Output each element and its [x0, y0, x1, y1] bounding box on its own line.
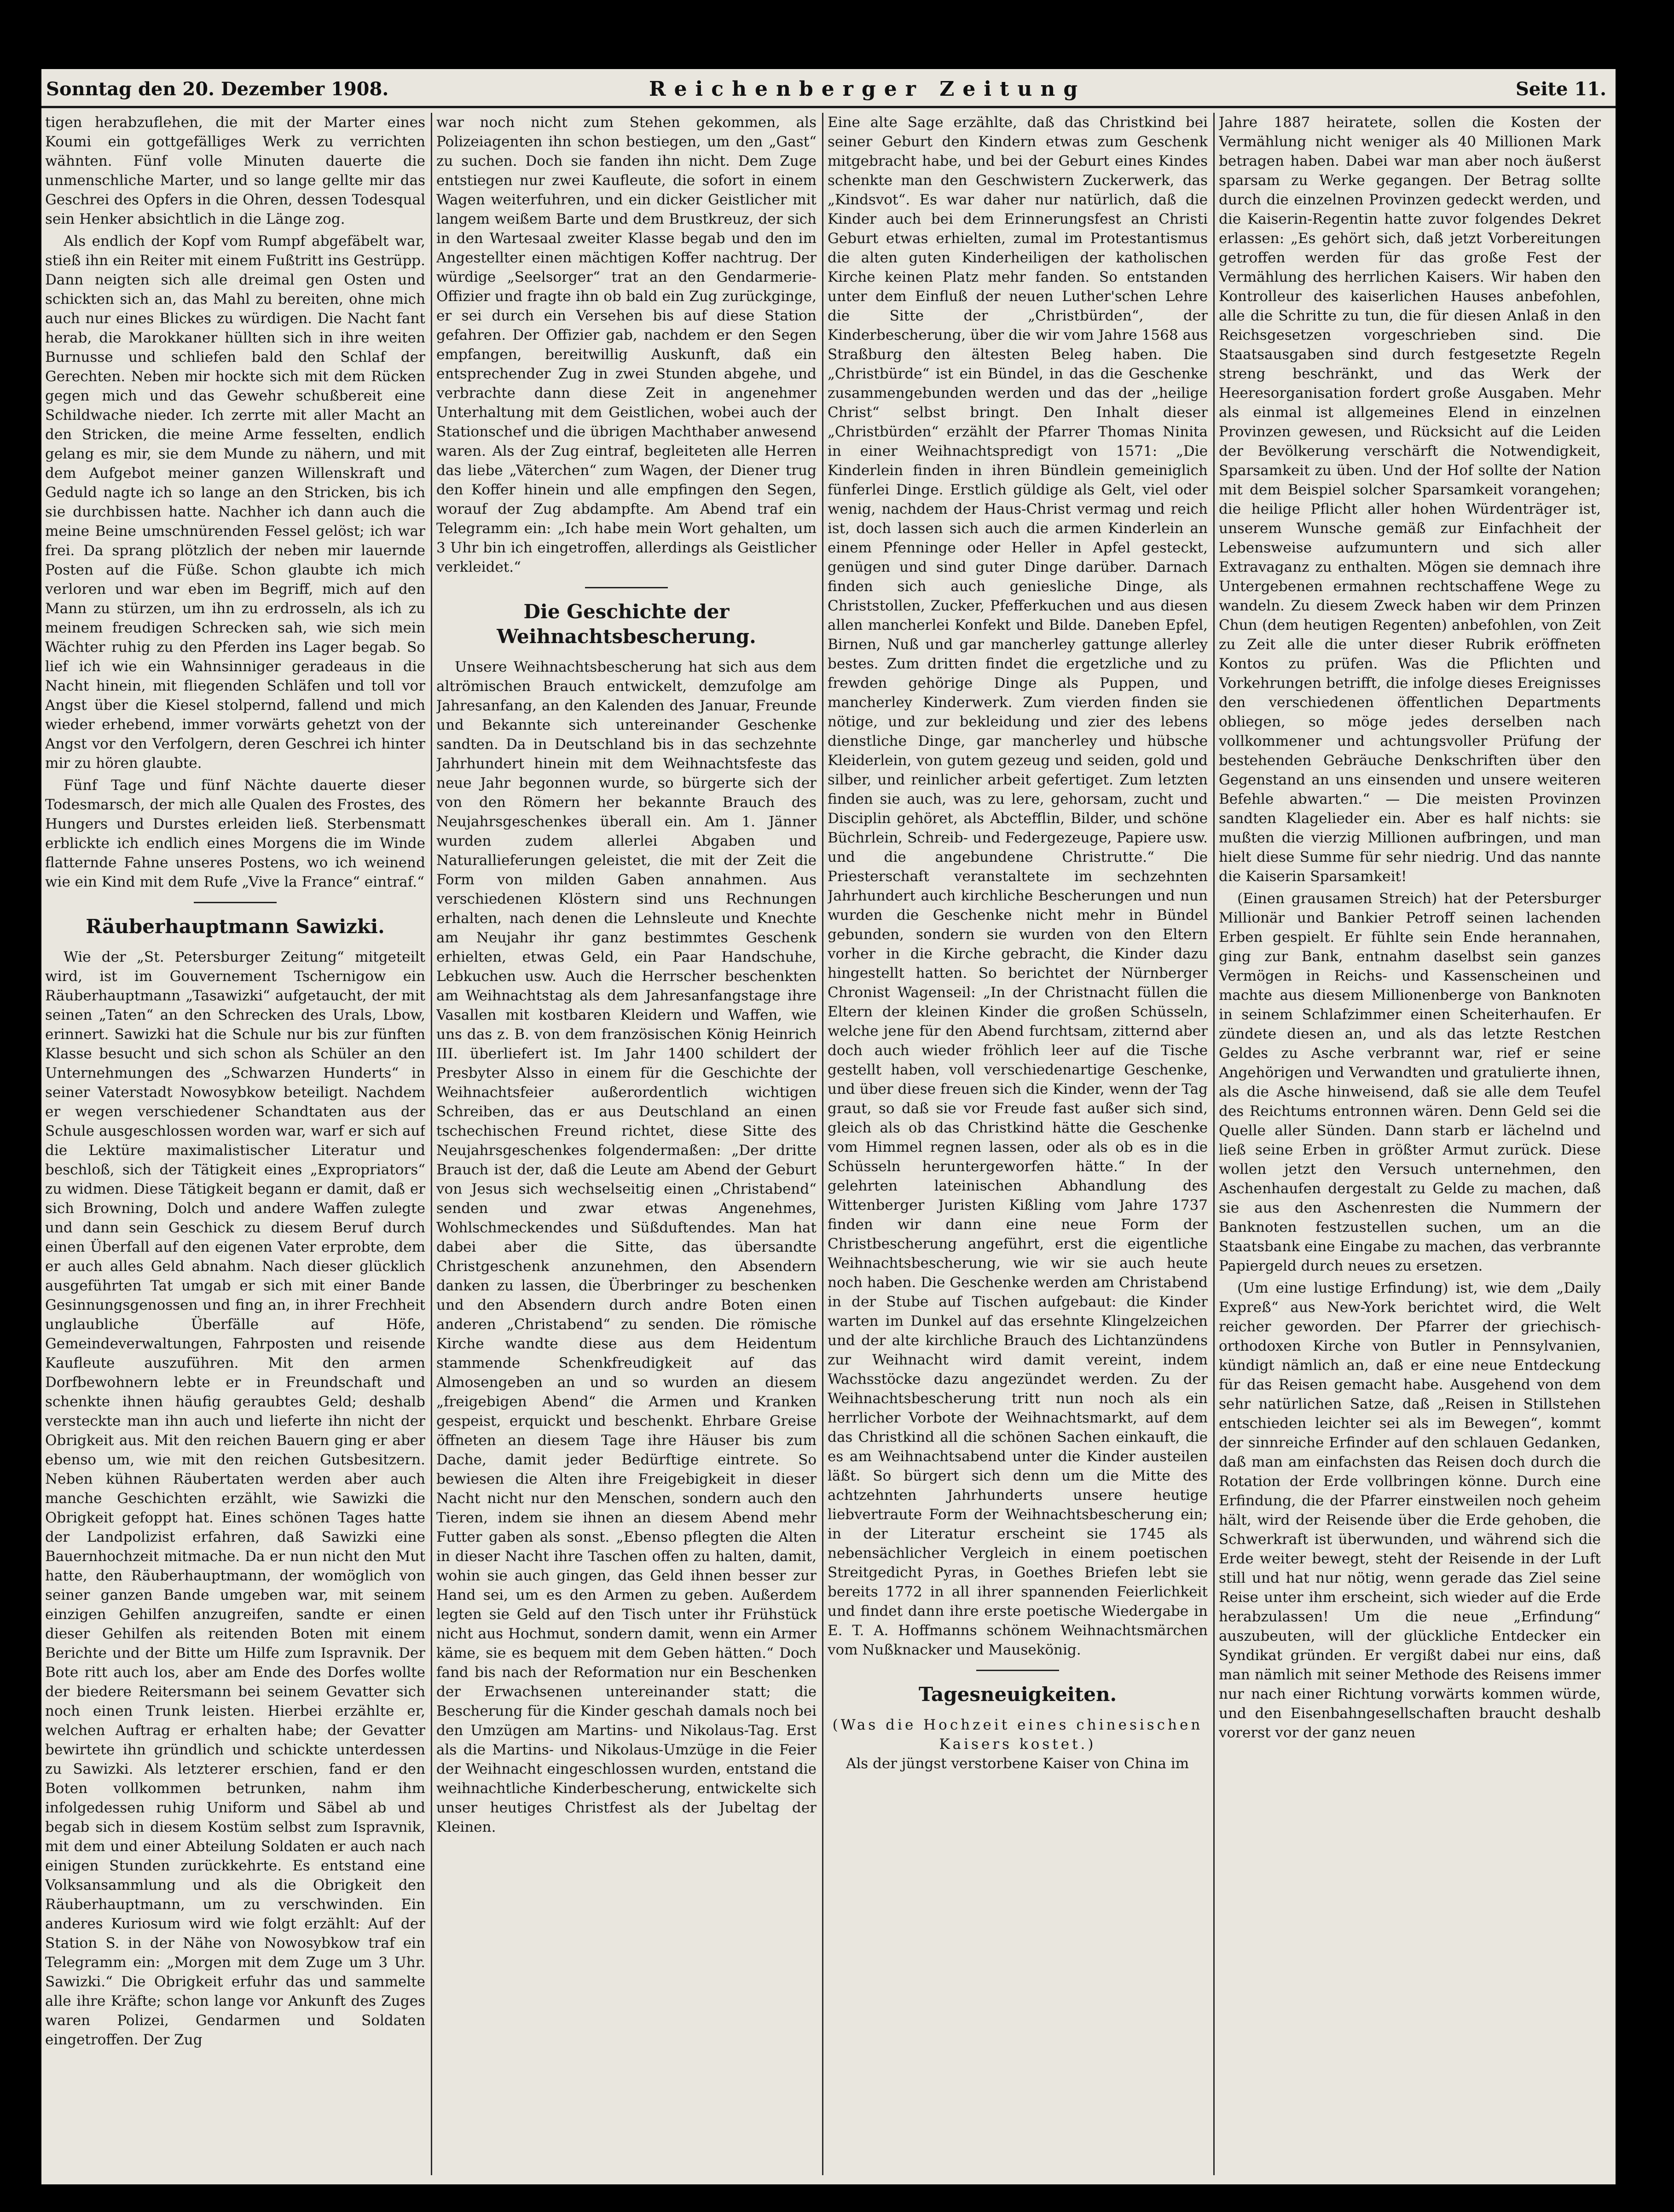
column-2 [436, 113, 817, 2175]
article-heading: Räuberhauptmann Sawizki. [86, 915, 385, 938]
paragraph: Jahre 1887 heiratete, sollen die Kosten der Vermählung nicht weniger als 40 Millionen Mark betragen haben. Dabei war man aber noch äußerst sparsam zu Werke gegangen. Der Betrag sollte durch die einzelnen Provinzen gedeckt werden, und die Kaiserin-Regentin hatte zuvor folgendes Dekret erlassen: „Es gehört sich, daß jetzt Vorbereitungen getroffen werden für das große Fest der Vermählung des herrlichen Kaisers. Wir haben den Kontrolleur des kaiserlichen Hauses anbefohlen, alle die Schritte zu tun, die für diesen Anlaß in den Reichsgesetzen vorgeschrieben sind. Die Staatsausgaben sind durch festgesetzte Regeln streng beschränkt, und das Werk der Heeresorganisation fordert große Ausgaben. Mehr als einmal ist allgemeines Elend in einzelnen Provinzen gewesen, und Rücksicht auf die Leiden der Bevölkerung verschärft die Notwendigkeit, Sparsamkeit zu üben. Und der Hof sollte der Nation mit dem Beispiel solcher Sparsamkeit vorangehen; die heilige Pflicht aller hohen Würdenträger ist, unserem Wunsche gemäß zur Einfachheit der Lebensweise aufzumuntern und sich aller Extravaganz zu enthalten. Mögen sie demnach ihre Untergebenen ermahnen rechtschaffene Wege zu wandeln. Zu diesem Zweck haben wir dem Prinzen Chun (dem heutigen Regenten) anbefohlen, von Zeit zu Zeit alle die unter dieser Rubrik eröffneten Kontos zu prüfen. Was die Pflichten und Vorkehrungen betrifft, die infolge dieses Ereignisses den verschiedenen öffentlichen Departments obliegen, so möge jedes derselben nach vollkommener und achtungsvoller Prüfung der bestehenden Gebräuche Denkschriften über den Gegenstand an uns einsenden und unsere weiteren Befehle abwarten.“ — Die meisten Provinzen sandten Klagelieder ein. Aber es half nichts: sie mußten die vierzig Millionen aufbringen, und man hielt diese Summe für sehr niedrig. Und das nannte die Kaiserin Sparsamkeit! [1219, 114, 1601, 885]
separator [976, 1670, 1059, 1671]
paragraph: Fünf Tage und fünf Nächte dauerte dieser Todesmarsch, der mich alle Qualen des Frostes, des Hungers und Durstes erleiden ließ. Sterbensmatt erblickte ich endlich eines Morgens die im Winde flatternde Fahne unseres Postens, wo ich weinend wie ein Kind mit dem Rufe „Vive la France“ eintraf.“ [45, 777, 425, 890]
page-header [41, 69, 1616, 108]
paragraph: Wie der „St. Petersburger Zeitung“ mitgeteilt wird, ist im Gouvernement Tschernigow ein Räuberhauptmann „Tasawizki“ aufgetaucht, der mit seinen „Taten“ an den Schrecken des Urals, Lbow, erinnert. Sawizki hat die Schule nur bis zur fünften Klasse besucht und sich schon als Schüler an den Unternehmungen des „Schwarzen Hunderts“ in seiner Vaterstadt Nowosybkow beteiligt. Nachdem er wegen verschiedener Schandtaten aus der Schule ausgeschlossen worden war, warf er sich auf die Lektüre maximalistischer Literatur und beschloß, sich der Tätigkeit eines „Expropriators“ zu widmen. Diese Tätigkeit begann er damit, daß er sich Browning, Dolch und andere Waffen zulegte und dann sein Geschick zu diesem Beruf durch einen Überfall auf den eigenen Vater erprobte, dem er auch alles Geld abnahm. Nach dieser glücklich ausgeführten Tat umgab er sich mit einer Bande Gesinnungsgenossen und fing an, in ihrer Frechheit unglaubliche Überfälle auf Höfe, Gemeindeverwaltungen, Fahrposten und reisende Kaufleute auszuführen. Mit den armen Dorfbewohnern lebte er in Freundschaft und schenkte ihnen häufig geraubtes Geld; deshalb versteckte man ihn auch und lieferte ihn nicht der Obrigkeit aus. Mit den reichen Bauern ging er aber ebenso um, wie mit den reichen Gutsbesitzern. Neben kühnen Räubertaten werden aber auch manche Geschichten erzählt, wie Sawizki die Obrigkeit gefoppt hat. Eines schönen Tages hatte der Landpolizist erfahren, daß Sawizki eine Bauernhochzeit mitmache. Da er nun nicht den Mut hatte, den Räuberhauptmann, der womöglich von seiner ganzen Bande umgeben war, mit seinem einzigen Gehilfen anzugreifen, sandte er einen dieser Gehilfen als reitenden Boten mit einem Berichte und der Bitte um Hilfe zum Ispravnik. Der Bote ritt auch los, aber am Ende des Dorfes wollte der biedere Reitersmann bei seinem Gevatter sich noch einen Trunk leisten. Hierbei erzählte er, welchen Auftrag er erhalten habe; der Gevatter bewirtete ihn gründlich und schickte unterdessen zu Sawizki. Als letzterer erschien, fand er den Boten vollkommen betrunken, nahm ihm infolgedessen ruhig Uniform und Säbel ab und begab sich in diesem Kostüm selbst zum Ispravnik, mit dem und einer Abteilung Soldaten er auch nach einigen Stunden zurückkehrte. Es entstand eine Volksansammlung und als die Obrigkeit den Räuberhauptmann, um zu verschwinden. Ein anderes Kuriosum wird wie folgt erzählt: Auf der Station S. in der Nähe von Nowosybkow traf ein Telegramm ein: „Morgen mit dem Zuge um 3 Uhr. Sawizki.“ Die Obrigkeit erfuhr das und sammelte alle ihre Kräfte; schon lange vor Ankunft des Zuges waren Polizei, Gendarmen und Soldaten eingetroffen. Der Zug [45, 949, 425, 2048]
paragraph: tigen herabzuflehen, die mit der Marter eines Koumi ein gottgefälliges Werk zu verrichten wähnten. Fünf volle Minuten dauerte die unmenschliche Marter, und so lange gellte mir das Geschrei des Opfers in die Ohren, dessen Todesqual sein Henker absichtlich in die Länge zog. [45, 114, 425, 227]
heading-line: Die Geschichte der [523, 600, 730, 623]
paragraph: Eine alte Sage erzählte, daß das Christkind bei seiner Geburt den Kindern etwas zum Geschenk mitgebracht habe, und bei der Geburt eines Kindes schenkte man den Geschwistern Zuckerwerk, das „Kindsvot“. Es war daher nur natürlich, daß die Kinder auch bei dem Erinnerungsfest an Christi Geburt etwas erhielten, zumal im Protestantismus die alten guten Kinderheiligen der katholischen Kirche keinen Platz mehr fanden. So entstanden unter dem Einfluß der neuen Luther'schen Lehre die Sitte der „Christbürden“, der Kinderbescherung, über die wir vom Jahre 1568 aus Straßburg den ältesten Beleg haben. Die „Christbürde“ ist ein Bündel, in das die Geschenke zusammengebunden werden und das der „heilige Christ“ selbst bringt. Den Inhalt dieser „Christbürden“ erzählt der Pfarrer Thomas Ninita in einer Weihnachtspredigt von 1571: „Die Kinderlein finden in ihren Bündlein gemeiniglich fünferlei Dinge. Erstlich güldige als Gelt, viel oder wenig, nachdem der Haus-Christ vermag und reich ist, doch lassen sich auch die armen Kinderlein an einem Pfenninge oder Heller in Apfel gesteckt, genügen und sind guter Dinge darüber. Darnach finden sich auch geniesliche Dinge, als Christstollen, Zucker, Pfefferkuchen und aus diesen allen mancherlei Konfekt und Bilde. Daneben Epfel, Birnen, Nuß und gar mancherley gattunge allerley bestes. Zum dritten findet die ergetzliche und zu frewden gehörige Dinge als Puppen, und mancherley Kinderwerk. Zum vierden finden sie nötige, und zur bekleidung und zier des lebens dienstliche Dinge, gar mancherley und hübsche Kleiderlein, von gutem gezeug und seiden, gold und silber, und reinlicher arbeit gefertiget. Zum letzten finden sie auch, was zu lere, gehorsam, zucht und Disciplin gehöret, als Abctefflin, Bilder, und schöne Büchrlein, Schreib- und Federgezeuge, Papiere usw. und die angebundene Christrutte.“ Die Priesterschaft veranstaltete im sechzehnten Jahrhundert auch kirchliche Bescherungen und nun wurden die Geschenke nicht mehr in Bündel gebunden, sondern sie wurden von den Eltern vorher in die Kirche gebracht, die Kinder dazu hingestellt hatten. So berichtet der Nürnberger Chronist Wagenseil: „In der Christnacht füllen die Eltern der kleinen Kinder die großen Schüsseln, welche jene für den Abend furchtsam, zitternd aber doch auch wieder fröhlich leer auf die Tische gestellt haben, voll verschiedenartige Geschenke, und über diese freuen sich die Kinder, wenn der Tag graut, so daß sie vor Freude fast außer sich sind, gleich als ob das Christkind hätte die Geschenke vom Himmel regnen lassen, oder als ob es in die Schüsseln heruntergeworfen hätte.“ In der gelehrten lateinischen Abhandlung des Wittenberger Juristen Kißling vom Jahre 1737 finden wir dann eine neue Form der Christbescherung angeführt, erst die eigentliche Weihnachtsbescherung, wie wir sie auch heute noch haben. Die Geschenke werden am Christabend in der Stube auf Tischen aufgebaut: die Kinder warten im Dunkel auf das ersehnte Klingelzeichen und der alte kirchliche Brauch des Lichtanzündens zur Weihnacht wird damit vereint, indem Wachsstöcke dazu angezündet werden. Zu der Weihnachtsbescherung tritt nun noch als ein herrlicher Vorbote der Weihnachtsmarkt, auf dem das Christkind all die schönen Sachen einkauft, die es am Weihnachtsabend unter die Kinder austeilen läßt. So bürgert sich denn um die Mitte des achtzehnten Jahrhunderts unsere heutige liebvertraute Form der Weihnachtsbescherung ein; in der Literatur erscheint sie 1745 als nebensächlicher Vergleich in einem poetischen Streitgedicht Pyras, in Goethes Briefen lebt sie bereits 1772 in all ihrer spannenden Feierlichkeit und findet dann ihre erste poetische Wiedergabe in E. T. A. Hoffmanns schönem Weihnachtsmärchen vom Nußknacker und Mausekönig. [828, 114, 1208, 1658]
paragraph: Unsere Weihnachtsbescherung hat sich aus dem altrömischen Brauch entwickelt, demzufolge am Jahresanfang, an den Kalenden des Januar, Freunde und Bekannte sich untereinander Geschenke sandten. Da in Deutschland bis in das sechzehnte Jahrhundert hinein mit dem Weihnachtsfeste das neue Jahr begonnen wurde, so bürgerte sich der von den Römern her bekannte Brauch des Neujahrsgeschenkes überall ein. Am 1. Jänner wurden zudem allerlei Abgaben und Naturallieferungen geleistet, die mit der Zeit die Form von milden Gaben annahmen. Aus verschiedenen Klöstern sind uns Rechnungen erhalten, nach denen die Lehnsleute und Knechte am Neujahr ihr ganz bestimmtes Geschenk erhielten, etwas Geld, ein Paar Handschuhe, Lebkuchen usw. Auch die Herrscher beschenkten am Weihnachtstag als dem Jahresanfangstage ihre Vasallen mit kostbaren Kleidern und Waffen, wie uns das z. B. von dem französischen König Heinrich III. überliefert ist. Im Jahr 1400 schildert der Presbyter Alsso in einem für die Geschichte der Weihnachtsfeier außerordentlich wichtigen Schreiben, das er aus Deutschland an einen tschechischen Freund richtet, diese Sitte des Neujahrsgeschenkes folgendermaßen: „Der dritte Brauch ist der, daß die Leute am Abend der Geburt von Jesus sich wechselseitig einen „Christabend“ senden und zwar etwas Angenehmes, Wohlschmeckendes und Süßduftendes. Man hat dabei aber die Sitte, das übersandte Christgeschenk anzunehmen, den Absendern danken zu lassen, die Überbringer zu beschenken und den Absendern durch andre Boten einen anderen „Christabend“ zu senden. Die römische Kirche wandte diese aus dem Heidentum stammende Schenkfreudigkeit auf das Almosengeben an und so wurden an diesem „freigebigen Abend“ die Armen und Kranken gespeist, erquickt und beschenkt. Ehrbare Greise öffneten an diesem Tage ihre Häuser bis zum Dache, damit jeder Bedürftige eintrete. So bewiesen die Alten ihre Freigebigkeit in dieser Nacht nicht nur den Menschen, sondern auch den Tieren, indem sie ihnen an diesem Abend mehr Futter gaben als sonst. „Ebenso pflegten die Alten in dieser Nacht ihre Taschen offen zu halten, damit, wohin sie auch gingen, das Geld ihnen besser zur Hand sei, um es den Armen zu geben. Außerdem legten sie Geld auf den Tisch unter ihr Frühstück nicht aus Hochmut, sondern damit, wenn ein Armer käme, sie es bequem mit dem Geben hätten.“ Doch fand bis nach der Reformation nur ein Beschenken der Erwachsenen untereinander statt; die Bescherung für die Kinder geschah damals noch bei den Umzügen am Martins- und Nikolaus-Tag. Erst als die Martins- und Nikolaus-Umzüge in die Feier der Weihnacht eingeschlossen wurden, entstand die weihnachtliche Kinderbescherung, entwickelte sich unser heutiges Christfest als der Jubeltag der Kleinen. [436, 659, 817, 1835]
paragraph: Als der jüngst verstorbene Kaiser von China im [846, 1755, 1189, 1772]
paragraph: Als endlich der Kopf vom Rumpf abgefäbelt war, stieß ihn ein Reiter mit einem Fußtritt ins Gestrüpp. Dann neigten sich alle dreimal gen Osten und schickten sich an, das Mahl zu bereiten, ohne mich auch nur eines Blickes zu würdigen. Die Nacht fant herab, die Marokkaner hüllten sich in ihre weiten Burnusse und schliefen bald den Schlaf der Gerechten. Neben mir hockte sich mit dem Rücken gegen mich und das Gewehr schußbereit eine Schildwache nieder. Ich zerrte mit aller Macht an den Stricken, die meine Arme fesselten, endlich gelang es mir, sie dem Munde zu nähern, und mit dem Aufgebot meiner ganzen Willenskraft und Geduld nagte ich so lange an den Stricken, bis ich sie durchbissen hatte. Nachher ich dann auch die meine Beine umschnürenden Fessel gelöst; ich war frei. Da sprang plötzlich der neben mir lauernde Posten auf die Füße. Schon glaubte ich mich verloren und war eben im Begriff, mich auf den Mann zu stürzen, um ihn zu erdrosseln, als ich zu meinem freudigen Schrecken sah, wie sich mein Wächter ruhig zu den Pferden ins Lager begab. So lief ich wie ein Wahnsinniger geradeaus in die Nacht hinein, mit fliegenden Schläfen und toll vor Angst über die Kiesel stolpernd, fallend und mich wieder erhebend, immer vorwärts gehetzt von der Angst vor den Verfolgern, deren Geschrei ich hinter mir zu hören glaubte. [45, 233, 425, 772]
newspaper-page [41, 69, 1616, 2184]
newspaper-title: Reichenberger Zeitung [649, 77, 1086, 101]
column-3 [828, 113, 1208, 2175]
heading-line: Weihnachtsbescherung. [497, 625, 756, 648]
paragraph: (Einen grausamen Streich) hat der Petersburger Millionär und Bankier Petroff seinen lachenden Erben gespielt. Er fühlte sein Ende herannahen, ging zur Bank, entnahm daselbst sein ganzes Vermögen in Reichs- und Kassenscheinen und machte aus diesem Millionenberge von Banknoten in seinem Schlafzimmer einen Scheiterhaufen. Er zündete diesen an, und als das letzte Restchen Geldes zu Asche verbrannt war, rief er seine Angehörigen und Verwandten und gratulierte ihnen, als die Asche hinweisend, daß sie alle dem Teufel des Reichtums entronnen wären. Denn Geld sei die Quelle aller Sünden. Dann starb er lächelnd und ließ seine Erben in größter Armut zurück. Diese wollen jetzt den Versuch unternehmen, den Aschenhaufen dergestalt zu Gelde zu machen, daß sie aus den Aschenresten die Nummern der Banknoten festzustellen suchen, um an die Staatsbank eine Eingabe zu machen, das verbrannte Papiergeld durch neues zu ersetzen. [1219, 890, 1601, 1274]
separator [585, 587, 668, 588]
columns [41, 113, 1616, 2175]
column-1 [45, 113, 425, 2175]
column-4 [1219, 113, 1601, 2175]
paragraph: war noch nicht zum Stehen gekommen, als Polizeiagenten ihn schon bestiegen, um den „Gast“ zu suchen. Doch sie fanden ihn nicht. Dem Zuge entstiegen nur zwei Kaufleute, die sofort in einem Wagen weiterfuhren, und ein dicker Geistlicher mit langem weißem Barte und dem Brustkreuz, der sich in den Wartesaal zweiter Klasse begab und den im Angestellter einen mächtigen Koffer nachtrug. Der würdige „Seelsorger“ trat an den Gendarmerie-Offizier und fragte ihn ob bald ein Zug zurückginge, er sei durch ein Versehen bis auf diese Station gefahren. Der Offizier gab, nachdem er den Segen empfangen, bereitwillig Auskunft, daß ein entsprechender Zug in zwei Stunden abgehe, und verbrachte dann diese Zeit in angenehmer Unterhaltung mit dem Geistlichen, wobei auch der Stationschef und die übrigen Machthaber anwesend waren. Als der Zug eintraf, begleiteten alle Herren das liebe „Väterchen“ zum Wagen, der Diener trug den Koffer hinein und alle empfingen den Segen, worauf der Zug abdampfte. Am Abend traf ein Telegramm ein: „Ich habe mein Wort gehalten, um 3 Uhr bin ich eingetroffen, allerdings als Geistlicher verkleidet.“ [436, 114, 817, 575]
page-number: Seite 11. [1516, 78, 1606, 100]
header-date: Sonntag den 20. Dezember 1908. [46, 78, 389, 100]
section-heading: Tagesneuigkeiten. [918, 1683, 1117, 1706]
separator [194, 902, 277, 903]
article-heading [436, 599, 817, 649]
item-subheading: (Was die Hochzeit eines chinesischen Kaisers kostet.) [832, 1717, 1203, 1753]
paragraph: (Um eine lustige Erfindung) ist, wie dem „Daily Expreß“ aus New-York berichtet wird, die Welt reicher geworden. Der Pfarrer der griechisch-orthodoxen Kirche von Butler in Pennsylvanien, kündigt nämlich an, daß er eine neue Entdeckung für das Reisen gemacht habe. Ausgehend von dem sehr natürlichen Satze, daß „Reisen in Stillstehen entschieden leichter sei als im Bewegen“, kommt der sinnreiche Erfinder auf den schlauen Gedanken, daß man am einfachsten das Reisen doch durch die Rotation der Erde vollbringen könne. Durch eine Erfindung, die der Pfarrer einstweilen noch geheim hält, wird der Reisende über die Erde gehoben, die Schwerkraft ist überwunden, und während sich die Erde weiter bewegt, steht der Reisende in der Luft still und hat nur nötig, wenn gerade das Ziel seine Reise unter ihm erscheint, sich wieder auf die Erde herabzulassen! Um die neue „Erfindung“ auszubeuten, will der glückliche Entdecker ein Syndikat gründen. Er vergißt dabei nur eins, daß man nämlich mit seiner Methode des Reisens immer nur nach einer Richtung vorwärts kommen würde, und den Eisenbahngesellschaften braucht deshalb vorerst vor der ganz neuen [1219, 1280, 1601, 1741]
